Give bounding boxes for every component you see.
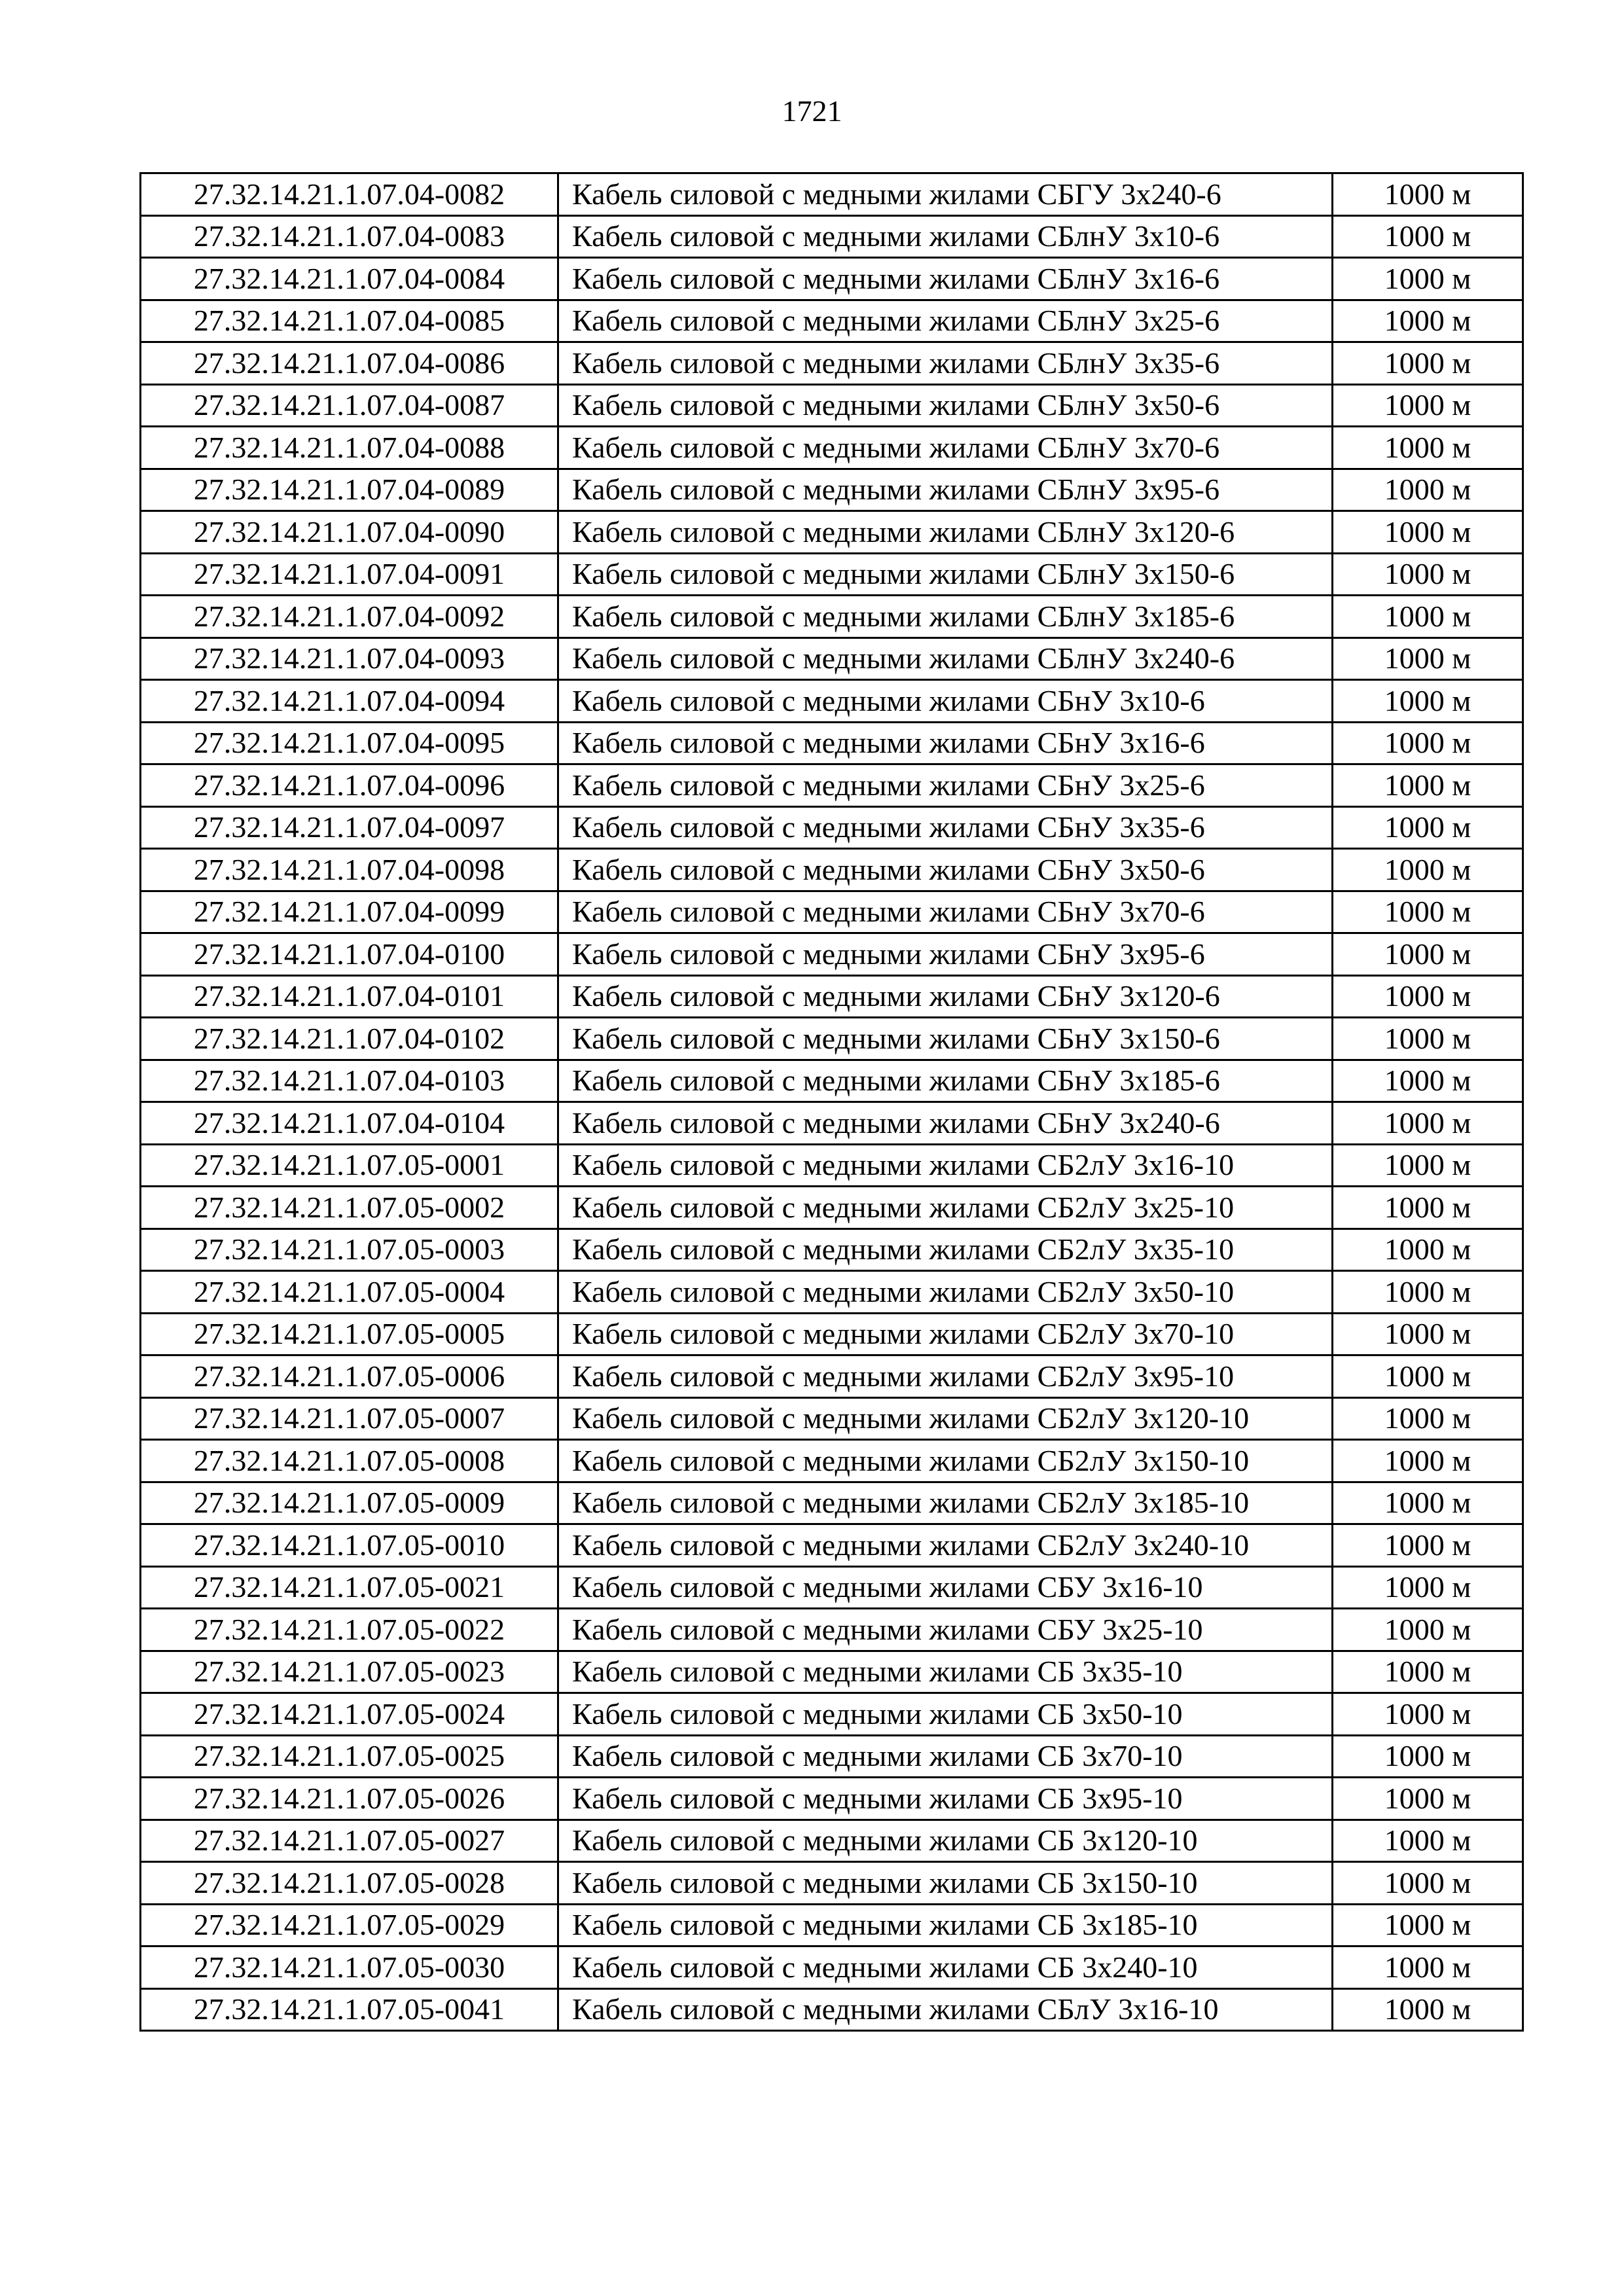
unit-cell: 1000 м xyxy=(1333,596,1523,638)
resource-name-cell: Кабель силовой с медными жилами СБ2лУ 3х185-10 xyxy=(558,1482,1333,1524)
resource-name-cell: Кабель силовой с медными жилами СБУ 3х25-10 xyxy=(558,1609,1333,1651)
unit-cell: 1000 м xyxy=(1333,680,1523,723)
unit-cell: 1000 м xyxy=(1333,553,1523,596)
table-row xyxy=(141,1946,1523,1989)
table-row xyxy=(141,1313,1523,1355)
resource-name-cell: Кабель силовой с медными жилами СБ2лУ 3х50-10 xyxy=(558,1271,1333,1314)
unit-cell: 1000 м xyxy=(1333,427,1523,469)
resource-code-cell: 27.32.14.21.1.07.05-0005 xyxy=(141,1313,558,1355)
resource-name-cell: Кабель силовой с медными жилами СБнУ 3х150-6 xyxy=(558,1018,1333,1060)
resource-name-cell: Кабель силовой с медными жилами СБнУ 3х25-6 xyxy=(558,764,1333,807)
resource-name-cell: Кабель силовой с медными жилами СБ 3х120-10 xyxy=(558,1820,1333,1862)
table-row xyxy=(141,1693,1523,1736)
resource-code-cell: 27.32.14.21.1.07.05-0010 xyxy=(141,1524,558,1567)
table-row xyxy=(141,596,1523,638)
unit-cell: 1000 м xyxy=(1333,1397,1523,1440)
table-row xyxy=(141,342,1523,385)
unit-cell: 1000 м xyxy=(1333,1778,1523,1820)
table-row xyxy=(141,1609,1523,1651)
resource-name-cell: Кабель силовой с медными жилами СБлнУ 3х25-6 xyxy=(558,300,1333,342)
resource-code-cell: 27.32.14.21.1.07.04-0092 xyxy=(141,596,558,638)
resource-code-cell: 27.32.14.21.1.07.05-0029 xyxy=(141,1904,558,1946)
table-row xyxy=(141,1271,1523,1314)
resource-code-cell: 27.32.14.21.1.07.04-0100 xyxy=(141,933,558,976)
table-row xyxy=(141,553,1523,596)
table-row xyxy=(141,1988,1523,2031)
resource-name-cell: Кабель силовой с медными жилами СБлнУ 3х185-6 xyxy=(558,596,1333,638)
resource-code-cell: 27.32.14.21.1.07.05-0008 xyxy=(141,1440,558,1482)
unit-cell: 1000 м xyxy=(1333,975,1523,1018)
table-row xyxy=(141,764,1523,807)
table-row xyxy=(141,469,1523,511)
resource-name-cell: Кабель силовой с медными жилами СБнУ 3х16-6 xyxy=(558,722,1333,764)
unit-cell: 1000 м xyxy=(1333,173,1523,216)
resource-name-cell: Кабель силовой с медными жилами СБ2лУ 3х95-10 xyxy=(558,1355,1333,1398)
unit-cell: 1000 м xyxy=(1333,849,1523,891)
table-row xyxy=(141,1862,1523,1905)
table-body xyxy=(141,173,1523,2031)
unit-cell: 1000 м xyxy=(1333,1988,1523,2031)
resource-code-cell: 27.32.14.21.1.07.04-0085 xyxy=(141,300,558,342)
unit-cell: 1000 м xyxy=(1333,1609,1523,1651)
resource-code-cell: 27.32.14.21.1.07.05-0022 xyxy=(141,1609,558,1651)
unit-cell: 1000 м xyxy=(1333,1904,1523,1946)
resource-name-cell: Кабель силовой с медными жилами СБ 3х240-10 xyxy=(558,1946,1333,1989)
table-row xyxy=(141,1778,1523,1820)
table-row xyxy=(141,1820,1523,1862)
resource-code-cell: 27.32.14.21.1.07.04-0101 xyxy=(141,975,558,1018)
unit-cell: 1000 м xyxy=(1333,764,1523,807)
resource-code-cell: 27.32.14.21.1.07.04-0083 xyxy=(141,215,558,258)
unit-cell: 1000 м xyxy=(1333,1946,1523,1989)
unit-cell: 1000 м xyxy=(1333,722,1523,764)
resource-code-cell: 27.32.14.21.1.07.04-0097 xyxy=(141,806,558,849)
unit-cell: 1000 м xyxy=(1333,1482,1523,1524)
table-row xyxy=(141,933,1523,976)
unit-cell: 1000 м xyxy=(1333,891,1523,933)
resource-name-cell: Кабель силовой с медными жилами СБ2лУ 3х25-10 xyxy=(558,1187,1333,1229)
resource-name-cell: Кабель силовой с медными жилами СБлнУ 3х70-6 xyxy=(558,427,1333,469)
table-row xyxy=(141,1524,1523,1567)
resource-code-cell: 27.32.14.21.1.07.05-0007 xyxy=(141,1397,558,1440)
resource-code-cell: 27.32.14.21.1.07.05-0027 xyxy=(141,1820,558,1862)
resource-code-cell: 27.32.14.21.1.07.04-0098 xyxy=(141,849,558,891)
resource-name-cell: Кабель силовой с медными жилами СБнУ 3х95-6 xyxy=(558,933,1333,976)
table-row xyxy=(141,1229,1523,1271)
table-row xyxy=(141,511,1523,554)
resource-code-cell: 27.32.14.21.1.07.04-0091 xyxy=(141,553,558,596)
table-row xyxy=(141,427,1523,469)
resource-code-cell: 27.32.14.21.1.07.05-0006 xyxy=(141,1355,558,1398)
unit-cell: 1000 м xyxy=(1333,1102,1523,1145)
unit-cell: 1000 м xyxy=(1333,1187,1523,1229)
resource-code-cell: 27.32.14.21.1.07.04-0088 xyxy=(141,427,558,469)
page-number: 1721 xyxy=(782,94,842,128)
resource-name-cell: Кабель силовой с медными жилами СБлнУ 3х150-6 xyxy=(558,553,1333,596)
table-row xyxy=(141,806,1523,849)
resource-code-cell: 27.32.14.21.1.07.05-0030 xyxy=(141,1946,558,1989)
unit-cell: 1000 м xyxy=(1333,511,1523,554)
resource-code-cell: 27.32.14.21.1.07.04-0089 xyxy=(141,469,558,511)
resource-code-cell: 27.32.14.21.1.07.04-0087 xyxy=(141,384,558,427)
table-row xyxy=(141,1397,1523,1440)
table-row xyxy=(141,891,1523,933)
unit-cell: 1000 м xyxy=(1333,469,1523,511)
resource-code-cell: 27.32.14.21.1.07.05-0023 xyxy=(141,1651,558,1693)
resource-name-cell: Кабель силовой с медными жилами СБУ 3х16-10 xyxy=(558,1566,1333,1609)
table-row xyxy=(141,173,1523,216)
resource-code-cell: 27.32.14.21.1.07.04-0096 xyxy=(141,764,558,807)
resource-code-cell: 27.32.14.21.1.07.05-0004 xyxy=(141,1271,558,1314)
resource-name-cell: Кабель силовой с медными жилами СБнУ 3х50-6 xyxy=(558,849,1333,891)
resource-name-cell: Кабель силовой с медными жилами СБлнУ 3х16-6 xyxy=(558,258,1333,300)
table-row xyxy=(141,1018,1523,1060)
resource-name-cell: Кабель силовой с медными жилами СБ 3х185-10 xyxy=(558,1904,1333,1946)
table-row xyxy=(141,1144,1523,1187)
unit-cell: 1000 м xyxy=(1333,1440,1523,1482)
unit-cell: 1000 м xyxy=(1333,1862,1523,1905)
table-row xyxy=(141,300,1523,342)
table-row xyxy=(141,258,1523,300)
table-row xyxy=(141,1482,1523,1524)
unit-cell: 1000 м xyxy=(1333,1060,1523,1102)
resource-name-cell: Кабель силовой с медными жилами СБлнУ 3х50-6 xyxy=(558,384,1333,427)
resource-name-cell: Кабель силовой с медными жилами СБ 3х150-10 xyxy=(558,1862,1333,1905)
table-row xyxy=(141,975,1523,1018)
resource-name-cell: Кабель силовой с медными жилами СБ2лУ 3х120-10 xyxy=(558,1397,1333,1440)
resource-code-cell: 27.32.14.21.1.07.05-0025 xyxy=(141,1735,558,1778)
table-row xyxy=(141,1735,1523,1778)
resource-code-cell: 27.32.14.21.1.07.04-0084 xyxy=(141,258,558,300)
unit-cell: 1000 м xyxy=(1333,933,1523,976)
table-row xyxy=(141,1355,1523,1398)
resource-name-cell: Кабель силовой с медными жилами СБлнУ 3х120-6 xyxy=(558,511,1333,554)
resource-code-cell: 27.32.14.21.1.07.04-0099 xyxy=(141,891,558,933)
resource-code-cell: 27.32.14.21.1.07.04-0095 xyxy=(141,722,558,764)
unit-cell: 1000 м xyxy=(1333,258,1523,300)
resource-code-cell: 27.32.14.21.1.07.04-0090 xyxy=(141,511,558,554)
unit-cell: 1000 м xyxy=(1333,1566,1523,1609)
table-row xyxy=(141,1566,1523,1609)
resource-name-cell: Кабель силовой с медными жилами СБ2лУ 3х240-10 xyxy=(558,1524,1333,1567)
unit-cell: 1000 м xyxy=(1333,342,1523,385)
resource-name-cell: Кабель силовой с медными жилами СБнУ 3х185-6 xyxy=(558,1060,1333,1102)
resource-code-cell: 27.32.14.21.1.07.05-0024 xyxy=(141,1693,558,1736)
table-row xyxy=(141,1102,1523,1145)
unit-cell: 1000 м xyxy=(1333,637,1523,680)
unit-cell: 1000 м xyxy=(1333,806,1523,849)
unit-cell: 1000 м xyxy=(1333,300,1523,342)
table-row xyxy=(141,1904,1523,1946)
resource-name-cell: Кабель силовой с медными жилами СБ2лУ 3х16-10 xyxy=(558,1144,1333,1187)
table-row xyxy=(141,637,1523,680)
resource-name-cell: Кабель силовой с медными жилами СБ 3х35-10 xyxy=(558,1651,1333,1693)
unit-cell: 1000 м xyxy=(1333,1693,1523,1736)
resource-code-cell: 27.32.14.21.1.07.05-0002 xyxy=(141,1187,558,1229)
unit-cell: 1000 м xyxy=(1333,1313,1523,1355)
resource-code-cell: 27.32.14.21.1.07.05-0001 xyxy=(141,1144,558,1187)
price-table xyxy=(139,172,1524,2032)
unit-cell: 1000 м xyxy=(1333,1018,1523,1060)
resource-name-cell: Кабель силовой с медными жилами СБ 3х50-10 xyxy=(558,1693,1333,1736)
resource-name-cell: Кабель силовой с медными жилами СБлнУ 3х35-6 xyxy=(558,342,1333,385)
unit-cell: 1000 м xyxy=(1333,1820,1523,1862)
unit-cell: 1000 м xyxy=(1333,1355,1523,1398)
resource-code-cell: 27.32.14.21.1.07.04-0103 xyxy=(141,1060,558,1102)
resource-code-cell: 27.32.14.21.1.07.04-0102 xyxy=(141,1018,558,1060)
resource-name-cell: Кабель силовой с медными жилами СБ 3х95-10 xyxy=(558,1778,1333,1820)
resource-name-cell: Кабель силовой с медными жилами СБлнУ 3х95-6 xyxy=(558,469,1333,511)
resource-code-cell: 27.32.14.21.1.07.04-0082 xyxy=(141,173,558,216)
table-row xyxy=(141,1060,1523,1102)
unit-cell: 1000 м xyxy=(1333,1524,1523,1567)
resource-name-cell: Кабель силовой с медными жилами СБ2лУ 3х70-10 xyxy=(558,1313,1333,1355)
resource-name-cell: Кабель силовой с медными жилами СБнУ 3х240-6 xyxy=(558,1102,1333,1145)
resource-name-cell: Кабель силовой с медными жилами СБлУ 3х16-10 xyxy=(558,1988,1333,2031)
resource-code-cell: 27.32.14.21.1.07.05-0041 xyxy=(141,1988,558,2031)
unit-cell: 1000 м xyxy=(1333,1735,1523,1778)
resource-code-cell: 27.32.14.21.1.07.05-0026 xyxy=(141,1778,558,1820)
resource-name-cell: Кабель силовой с медными жилами СБ 3х70-10 xyxy=(558,1735,1333,1778)
resource-name-cell: Кабель силовой с медными жилами СБнУ 3х120-6 xyxy=(558,975,1333,1018)
unit-cell: 1000 м xyxy=(1333,1144,1523,1187)
resource-name-cell: Кабель силовой с медными жилами СБлнУ 3х10-6 xyxy=(558,215,1333,258)
resource-code-cell: 27.32.14.21.1.07.05-0028 xyxy=(141,1862,558,1905)
table-row xyxy=(141,1440,1523,1482)
resource-code-cell: 27.32.14.21.1.07.04-0094 xyxy=(141,680,558,723)
table-row xyxy=(141,1651,1523,1693)
table-row xyxy=(141,215,1523,258)
table-row xyxy=(141,722,1523,764)
table-row xyxy=(141,384,1523,427)
resource-name-cell: Кабель силовой с медными жилами СБнУ 3х10-6 xyxy=(558,680,1333,723)
resource-code-cell: 27.32.14.21.1.07.05-0009 xyxy=(141,1482,558,1524)
resource-name-cell: Кабель силовой с медными жилами СБнУ 3х70-6 xyxy=(558,891,1333,933)
resource-code-cell: 27.32.14.21.1.07.05-0003 xyxy=(141,1229,558,1271)
resource-name-cell: Кабель силовой с медными жилами СБнУ 3х35-6 xyxy=(558,806,1333,849)
unit-cell: 1000 м xyxy=(1333,384,1523,427)
resource-name-cell: Кабель силовой с медными жилами СБГУ 3х240-6 xyxy=(558,173,1333,216)
table-row xyxy=(141,1187,1523,1229)
resource-code-cell: 27.32.14.21.1.07.04-0086 xyxy=(141,342,558,385)
unit-cell: 1000 м xyxy=(1333,1271,1523,1314)
resource-name-cell: Кабель силовой с медными жилами СБ2лУ 3х35-10 xyxy=(558,1229,1333,1271)
resource-name-cell: Кабель силовой с медными жилами СБ2лУ 3х150-10 xyxy=(558,1440,1333,1482)
table-row xyxy=(141,680,1523,723)
resource-code-cell: 27.32.14.21.1.07.04-0104 xyxy=(141,1102,558,1145)
unit-cell: 1000 м xyxy=(1333,1229,1523,1271)
resource-code-cell: 27.32.14.21.1.07.04-0093 xyxy=(141,637,558,680)
unit-cell: 1000 м xyxy=(1333,215,1523,258)
resource-name-cell: Кабель силовой с медными жилами СБлнУ 3х240-6 xyxy=(558,637,1333,680)
unit-cell: 1000 м xyxy=(1333,1651,1523,1693)
table-row xyxy=(141,849,1523,891)
resource-code-cell: 27.32.14.21.1.07.05-0021 xyxy=(141,1566,558,1609)
